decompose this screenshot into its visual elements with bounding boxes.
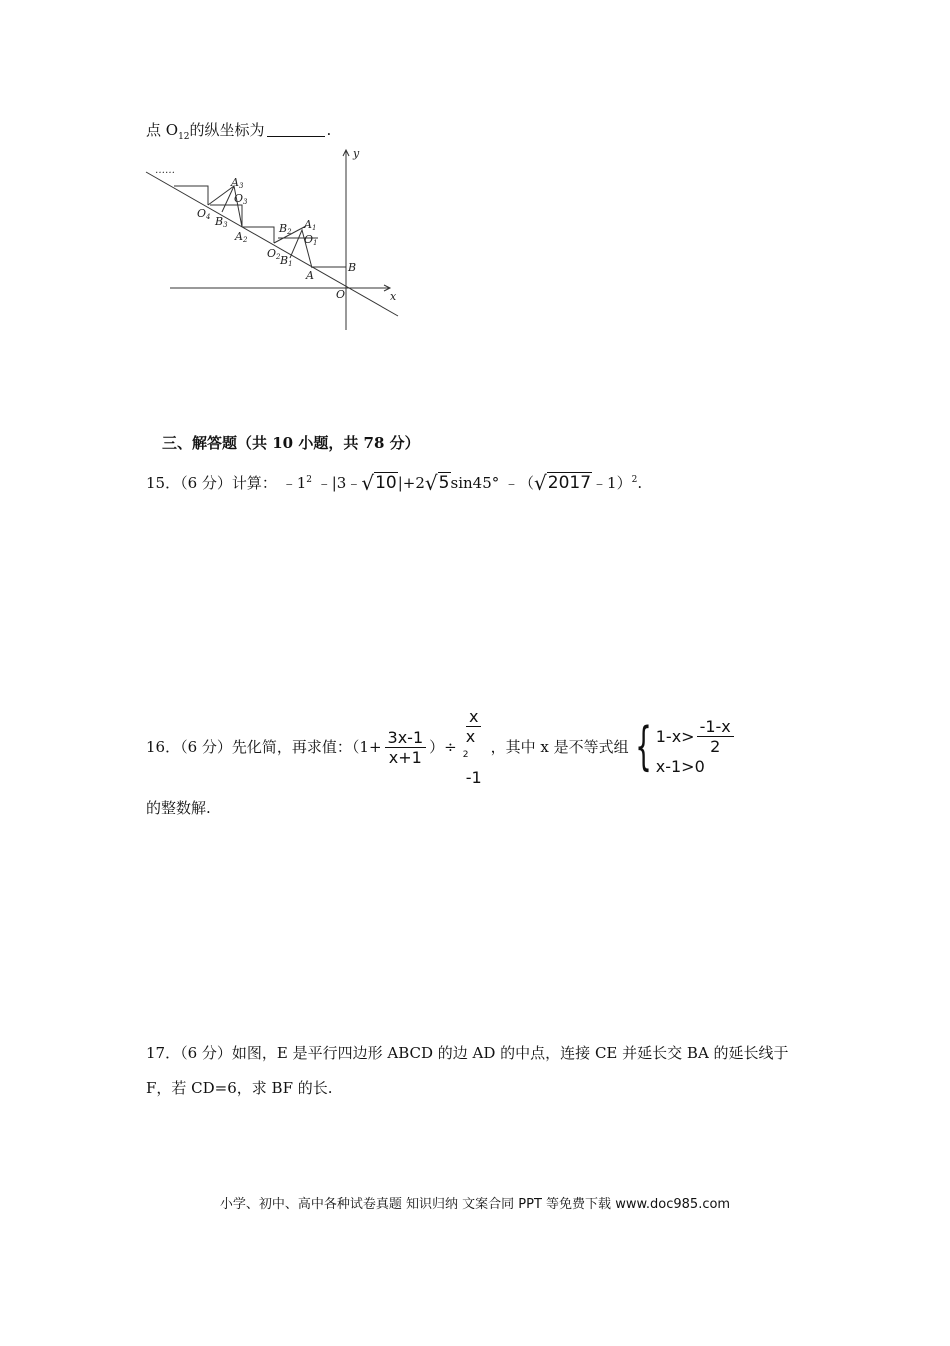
- left-brace-icon: {: [634, 717, 652, 777]
- question-15: [146, 468, 642, 495]
- q16-line2: 的整数解.: [146, 799, 211, 817]
- b-label: B: [348, 261, 357, 274]
- coordinate-figure: [140, 140, 410, 340]
- q14-sub: 12: [178, 132, 190, 142]
- q15-term1: ﹣1: [281, 474, 307, 492]
- inequality-system: [631, 717, 734, 777]
- a-label: A: [306, 269, 314, 282]
- inequality-1-lhs: 1-x>: [655, 726, 695, 746]
- q16-divide: ）÷: [429, 738, 457, 756]
- page-footer: 小学、初中、高中各种试卷真题 知识归纳 文案合同 PPT 等免费下载 www.doc985.com: [219, 1197, 731, 1212]
- inequality-1-fraction: $\frac{-1-x}{2}$: [697, 717, 734, 756]
- origin-label: O: [336, 288, 346, 301]
- fraction-1: $\frac{3x-1}{x+1}$: [385, 728, 427, 767]
- q15-term5-sup: 2: [631, 475, 638, 485]
- q15-term3: |+2: [397, 474, 425, 492]
- y-label: y: [353, 147, 360, 160]
- b2-label: B2: [279, 222, 292, 236]
- o3-label: O3: [234, 192, 248, 206]
- section-title: 三、解答题（共 10 小题，共 78 分）: [162, 434, 420, 452]
- o2-label: O2: [267, 247, 281, 261]
- sqrt-2017: √2017: [534, 471, 592, 495]
- dots-label: ……: [155, 165, 175, 176]
- x-label: x: [390, 290, 397, 303]
- q16-after-text: ，其中 x 是不等式组: [490, 738, 629, 756]
- q16-number: 16．（6 分）先化简，再求值：（1+: [146, 738, 382, 756]
- o1-label: O1: [304, 233, 318, 247]
- a2-label: A2: [235, 230, 248, 244]
- fraction-2: x x $^2$ -1: [462, 707, 482, 787]
- sqrt-5: √5: [424, 471, 450, 495]
- b3-label: B3: [215, 215, 228, 229]
- a3-label: A3: [231, 176, 244, 190]
- answer-blank: [267, 122, 325, 137]
- q14-end: .: [326, 121, 332, 139]
- a1-label: A1: [304, 218, 317, 232]
- diagonal-line: [146, 172, 398, 316]
- q15-end: .: [637, 474, 643, 492]
- sqrt-10: √10: [361, 471, 397, 495]
- question-16: [146, 707, 734, 787]
- inequality-2: x-1>0: [655, 757, 705, 776]
- square-4: [174, 186, 208, 205]
- q15-term5: ﹣1）: [592, 474, 632, 492]
- q17-line2: F，若 CD=6，求 BF 的长.: [146, 1079, 333, 1097]
- q14-prefix: 点 O: [146, 121, 179, 139]
- q14-suffix: 的纵坐标为: [189, 121, 265, 139]
- q15-term4: sin45° ﹣（: [450, 474, 535, 492]
- q15-number: 15．（6 分）计算：: [146, 474, 277, 492]
- q15-term1-sup: 2: [306, 475, 312, 485]
- q15-term2: ﹣|3﹣: [316, 474, 362, 492]
- b1-label: B1: [280, 254, 293, 268]
- q17-line1: 17．（6 分）如图，E 是平行四边形 ABCD 的边 AD 的中点，连接 CE 并延长交 BA 的延长线于: [146, 1044, 789, 1062]
- o4-label: O4: [197, 207, 211, 221]
